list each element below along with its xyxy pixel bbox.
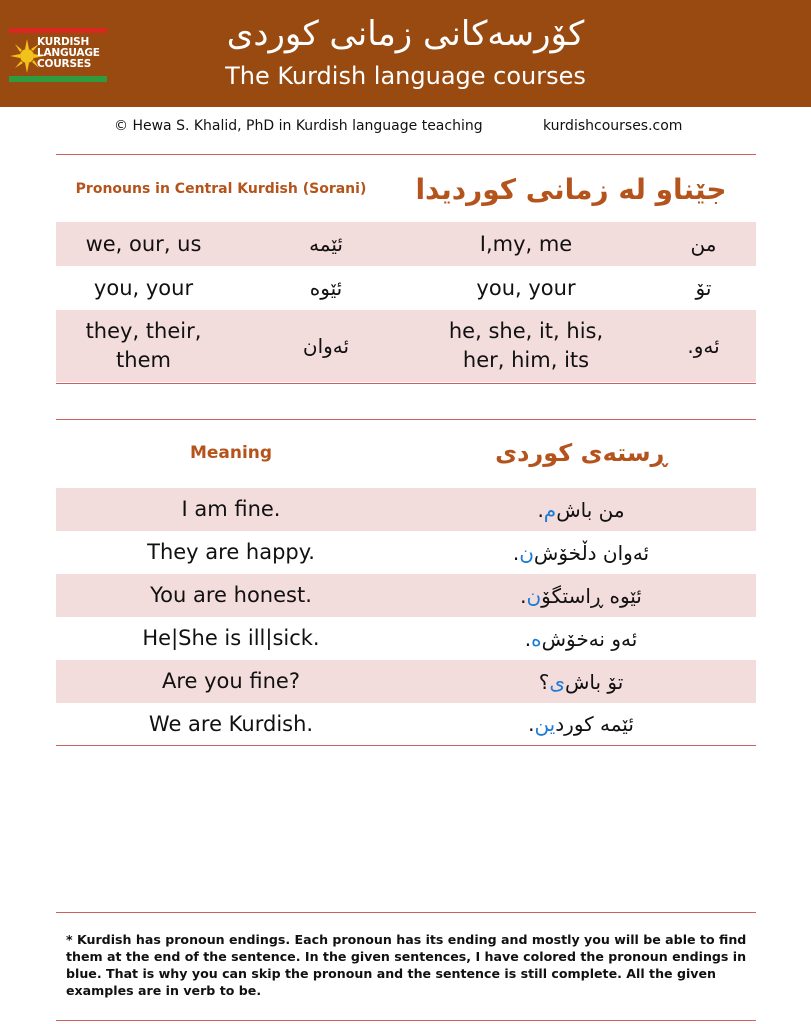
- table-row: [56, 574, 756, 617]
- singular-kurdish: ئەو.: [687, 334, 720, 358]
- divider: [56, 154, 756, 155]
- kurdish-sentence-base: ئێوە ڕاستگۆ: [541, 583, 642, 608]
- kurdish-sentence-base: ئێمە کورد: [555, 712, 634, 736]
- english-sentence: You are honest.: [150, 583, 312, 607]
- plural-kurdish: ئەوان: [302, 334, 350, 358]
- kurdish-sentence-base: ئەوان دڵخۆش: [533, 540, 650, 565]
- logo-line-2: LANGUAGE: [37, 47, 100, 59]
- singular-english: you, your: [476, 275, 576, 300]
- table-row: [56, 266, 756, 310]
- divider: [56, 745, 756, 746]
- singular-kurdish: تۆ: [695, 276, 712, 300]
- table-row: [56, 222, 756, 266]
- table-row: [56, 660, 756, 703]
- table-row: [56, 488, 756, 531]
- pronouns-heading-row: [56, 158, 756, 220]
- sentence-punctuation: ؟: [538, 669, 550, 694]
- singular-english-line-1: he, she, it, his,: [448, 319, 604, 343]
- sentence-punctuation: .: [537, 497, 544, 522]
- singular-english: I,my, me: [479, 231, 573, 256]
- page-header: [0, 0, 811, 107]
- kurdish-sentence-base: من باش: [556, 497, 625, 522]
- plural-english: we, our, us: [85, 231, 202, 256]
- title-english: The Kurdish language courses: [225, 62, 586, 90]
- pronoun-ending: ە: [531, 626, 542, 651]
- singular-english: [401, 310, 651, 382]
- table-row: [56, 703, 756, 745]
- pronoun-ending: ن: [519, 540, 534, 565]
- sentence-punctuation: .: [528, 712, 535, 736]
- title-kurdish: کۆرسەکانی زمانی کوردی: [226, 14, 585, 54]
- sentences-heading-row: [56, 420, 756, 486]
- kurdish-sentence: [406, 617, 756, 660]
- sentence-punctuation: .: [512, 540, 520, 565]
- kurdish-sentence: [406, 703, 756, 745]
- meaning-heading: Meaning: [189, 443, 273, 463]
- singular-english-line-2: her, him, its: [462, 348, 590, 372]
- divider: [56, 1020, 756, 1021]
- pronouns-heading-english: Pronouns in Central Kurdish (Sorani): [75, 181, 367, 197]
- sentence-punctuation: .: [524, 626, 532, 651]
- pronoun-ending: ین: [534, 712, 556, 736]
- english-sentence: Are you fine?: [162, 669, 300, 693]
- english-sentence: We are Kurdish.: [148, 711, 314, 736]
- plural-english-line-1: they, their,: [85, 319, 202, 343]
- plural-kurdish: ئێمە: [309, 232, 343, 256]
- website-link[interactable]: kurdishcourses.com: [543, 118, 683, 134]
- pronoun-ending: ی: [549, 669, 565, 694]
- sentence-punctuation: .: [520, 583, 527, 608]
- pronouns-heading-kurdish: جێناو لە زمانی کوردیدا: [415, 172, 727, 206]
- kurdish-sentence-heading: ڕستەی کوردی: [495, 439, 667, 467]
- kurdish-sentence: [406, 660, 756, 703]
- kurdish-sentence: [406, 574, 756, 617]
- table-row: [56, 310, 756, 382]
- divider: [56, 383, 756, 384]
- plural-english: you, your: [93, 275, 194, 300]
- author-credit: © Hewa S. Khalid, PhD in Kurdish language teaching: [114, 118, 483, 134]
- kurdish-sentence-base: ئەو نەخۆش: [541, 626, 638, 651]
- kurdish-sentence: [406, 531, 756, 574]
- logo-line-1: KURDISH: [37, 36, 90, 48]
- table-row: [56, 617, 756, 660]
- pronoun-ending: م: [543, 497, 557, 522]
- singular-kurdish: من: [690, 232, 717, 256]
- plural-english: [56, 310, 231, 382]
- english-sentence: I am fine.: [181, 497, 281, 521]
- footnote: * Kurdish has pronoun endings. Each pronoun has its ending and mostly you will be able to find them at the end of the sentence. In the given sentences, I have colored the pronoun endings in blue. That is why you can skip the pronoun and the sentence is still complete. All the given examples are in verb to be.: [66, 932, 747, 998]
- plural-english-line-2: them: [116, 348, 171, 372]
- pronoun-ending: ن: [526, 583, 542, 608]
- english-sentence: He|She is ill|sick.: [142, 626, 320, 650]
- logo-line-3: COURSES: [37, 58, 92, 70]
- kurdish-sentence-base: تۆ باش: [564, 669, 624, 694]
- plural-kurdish: ئێوە: [309, 276, 343, 300]
- table-row: [56, 531, 756, 574]
- kurdish-sentence: [406, 488, 756, 531]
- divider: [56, 912, 756, 913]
- english-sentence: They are happy.: [147, 540, 315, 564]
